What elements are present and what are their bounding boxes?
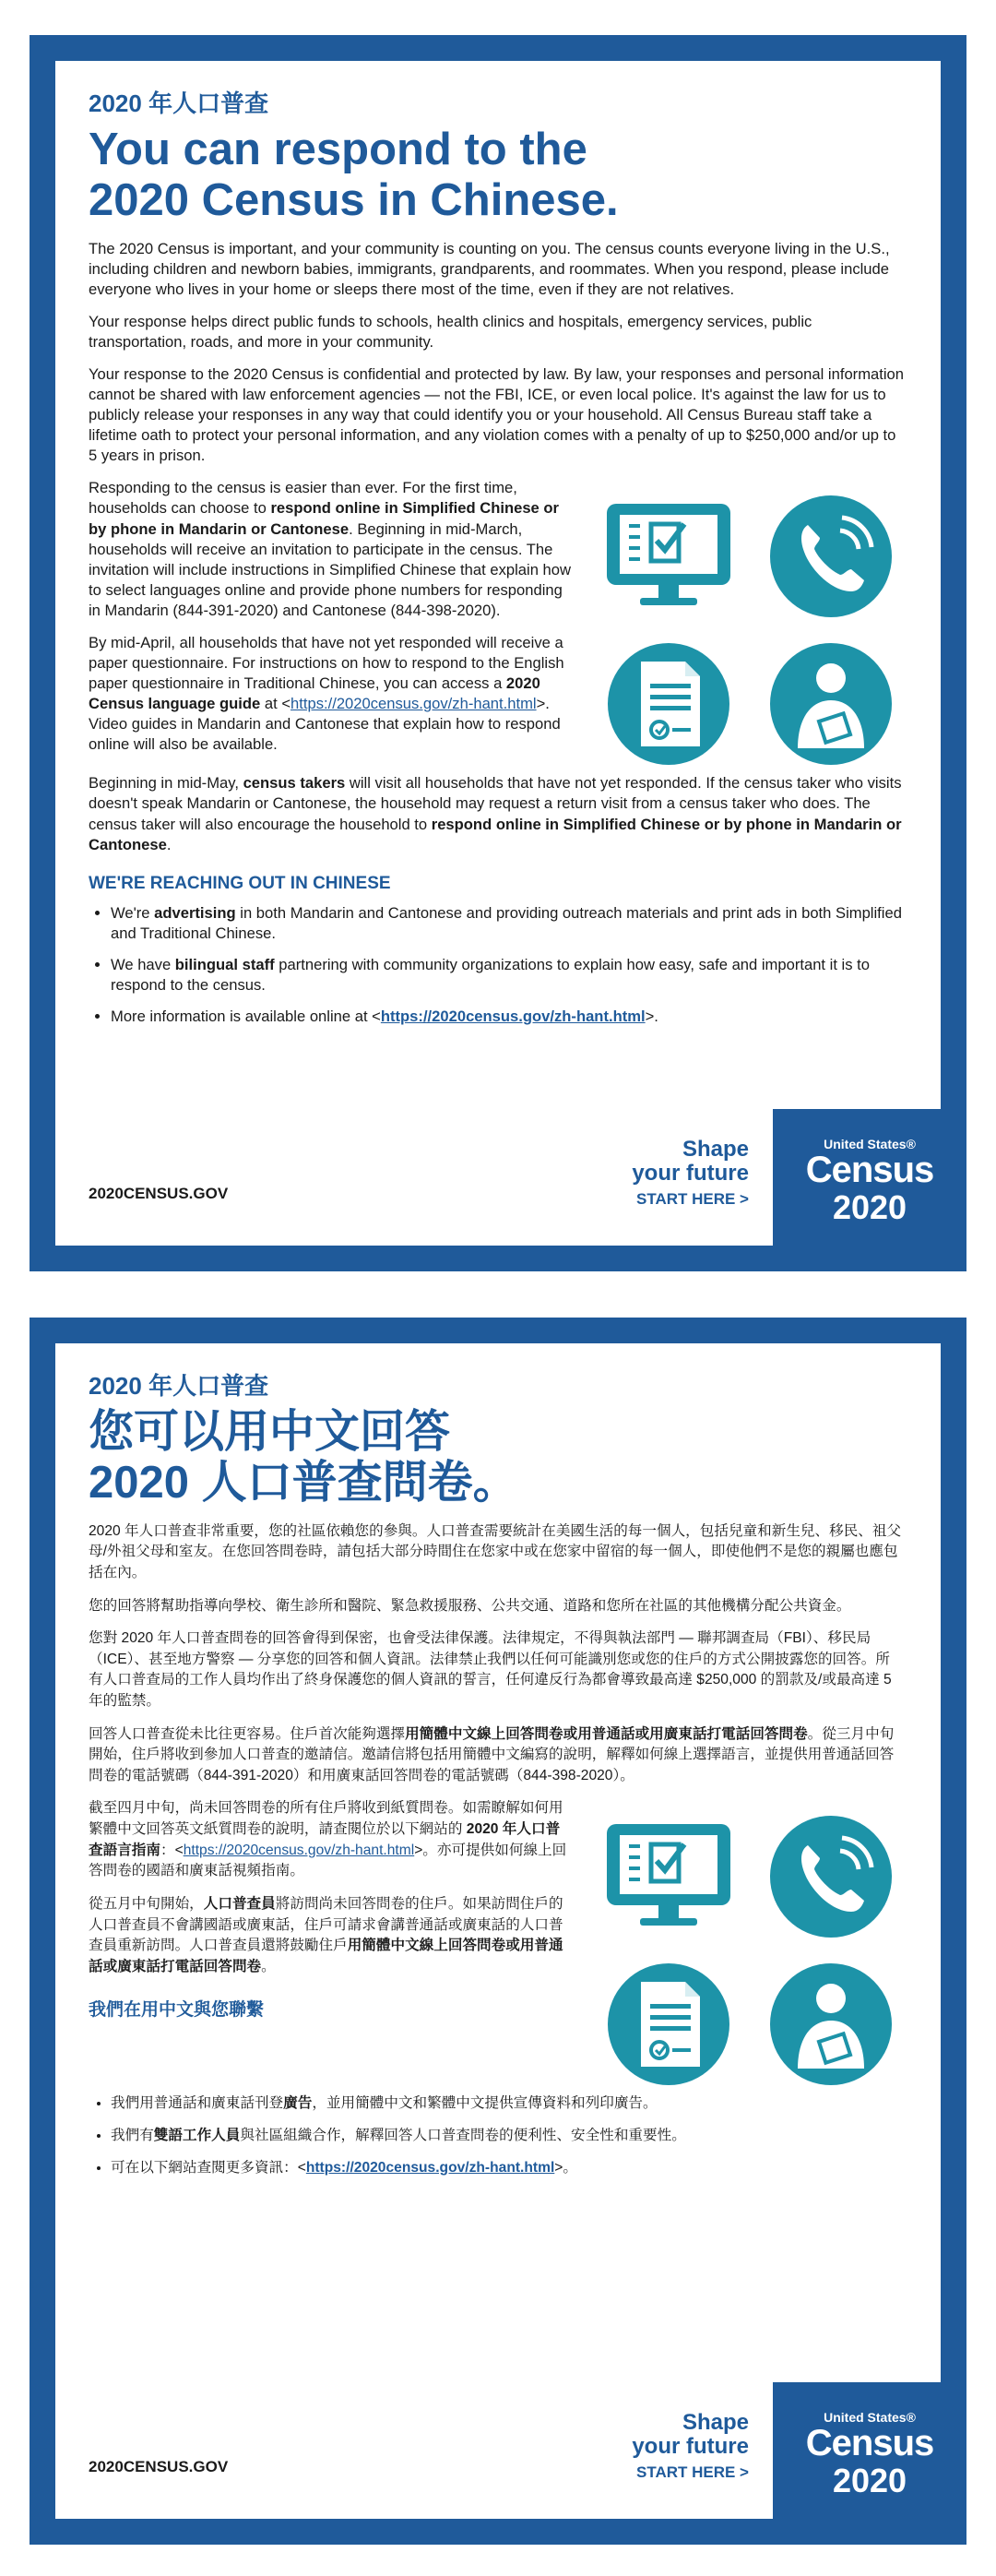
person-with-clipboard-icon <box>753 635 909 773</box>
text-column <box>89 1798 590 2030</box>
document-checklist-icon <box>590 635 747 773</box>
icon-grid <box>590 1807 904 2093</box>
logo-year: 2020 <box>832 1188 907 1226</box>
list-item: • We're advertising in both Mandarin and Cantonese and providing outreach materials and print ads in both Simplified and Traditional Chinese. <box>111 903 904 944</box>
paragraph-6: 從五月中旬開始，人口普查員將訪問尚未回答問卷的住戶。如果訪問住戶的人口普查員不會講國語或廣東話，住戶可請求會講普通話或廣東話的人口普查員重新訪問。人口普查員還將鼓勵住戶用簡體中文線上回答問卷或用普通話或廣東話打電話回答問卷。 <box>89 1895 563 1974</box>
logo-year: 2020 <box>832 2462 907 2499</box>
paragraph-5: 截至四月中旬，尚未回答問卷的所有住戶將收到紙質問卷。如需瞭解如何用繁體中文回答英文紙質問卷的說明，請查閱位於以下網站的 2020 年人口普查語言指南：<https://2020census.gov/zh-hant.html>。亦可提供如何線上回答問卷的國語和廣東話視頻指南。 <box>89 1800 567 1879</box>
computer-checklist-icon <box>590 487 747 626</box>
eyebrow: 2020 年人口普查 <box>89 89 269 117</box>
logo-census: Census <box>805 2423 934 2463</box>
more-info-link[interactable]: https://2020census.gov/zh-hant.html <box>380 1007 646 1025</box>
paragraph-2: 您的回答將幫助指導向學校、衛生診所和醫院、緊急救援服務、公共交通、道路和您所在社區的其他機構分配公共資金。 <box>89 1597 851 1614</box>
paragraph-6: Beginning in mid-May, census takers will visit all households that have not yet responded. If the census taker who visits doesn't speak Mandarin or Cantonese, the household may request a return visit from a census taker who does. The census taker will also encourage the household to respond online in Simplified Chinese or by phone in Mandarin or Cantonese. <box>89 774 902 853</box>
logo-census: Census <box>805 1150 934 1190</box>
language-guide-link[interactable]: https://2020census.gov/zh-hant.html <box>183 1842 415 1858</box>
eyebrow: 2020 年人口普查 <box>89 1372 269 1400</box>
paragraph-1: The 2020 Census is important, and your community is counting on you. The census counts everyone living in the U.S., including children and newborn babies, immigrants, grandparents, and roommates. When you respond, please include everyone who lives in your home or sleeps there most of the time, even if they are not relatives. <box>89 239 890 298</box>
headline-line-1: You can respond to the <box>89 125 587 174</box>
computer-checklist-icon <box>590 1807 747 1946</box>
more-info-link[interactable]: https://2020census.gov/zh-hant.html <box>305 2159 555 2176</box>
footer-url[interactable]: 2020CENSUS.GOV <box>89 1185 229 1202</box>
logo-us: United States® <box>824 1137 916 1151</box>
shape-line-1: Shape <box>682 1137 749 1163</box>
paragraph-3: 您對 2020 年人口普查問卷的回答會得到保密，也會受法律保護。法律規定，不得與執法部門 — 聯邦調查局（FBI）、移民局（ICE）、甚至地方警察 — 分享您的回答和個人資訊。法律禁止我們以任何可能識別您或您的住戶的方式公開披露您的回答。所有人口普查局的工作人員均作出了終身保護您的個人資訊的誓言，任何違反行為都會導致最高達 $250,000 的罰款及/或最高達 5 年的監禁。 <box>89 1630 892 1710</box>
icon-grid <box>590 487 904 773</box>
telephone-icon <box>753 1807 909 1946</box>
start-here-link[interactable]: START HERE > <box>635 1190 749 1208</box>
language-guide-link[interactable]: https://2020census.gov/zh-hant.html <box>290 695 537 712</box>
page-inner <box>55 1343 941 2519</box>
census-logo <box>773 2382 966 2545</box>
section-title: WE'RE REACHING OUT IN CHINESE <box>89 873 391 893</box>
text-with-icons <box>89 478 904 773</box>
document-checklist-icon <box>590 1955 747 2093</box>
list-item: • 我們用普通話和廣東話刊登廣告，並用簡體中文和繁體中文提供宣傳資料和列印廣告。 <box>111 2093 904 2115</box>
paragraph-4: 回答人口普查從未比往更容易。住戶首次能夠選擇用簡體中文線上回答問卷或用普通話或用廣東話打電話回答問卷。從三月中旬開始，住戶將收到參加人口普查的邀請信。邀請信將包括用簡體中文編寫的說明，解釋如何線上選擇語言，並提供用普通話回答問卷的電話號碼（844-391-2020）和用廣東話回答問卷的電話號碼（844-398-2020）。 <box>89 1725 895 1783</box>
start-here-link[interactable]: START HERE > <box>635 2463 749 2481</box>
paragraph-2: Your response helps direct public funds to schools, health clinics and hospitals, emergency services, public transportation, roads, and more in your community. <box>89 312 812 351</box>
shape-line-2: your future <box>632 1161 749 1187</box>
content <box>89 1367 904 2189</box>
text-column <box>89 478 590 767</box>
person-with-clipboard-icon <box>753 1955 909 2093</box>
list-item: • We have bilingual staff partnering with community organizations to explain how easy, safe and important it is to respond to the census. <box>111 955 904 996</box>
paragraph-5: By mid-April, all households that have not yet responded will receive a paper questionnaire. For instructions on how to respond to the English paper questionnaire in Traditional Chinese, you can access a 2020 Census language guide at <https://2020census.gov/zh-hant.html>. Video guides in Mandarin and Cantonese that explain how to respond online will also be available. <box>89 633 564 754</box>
outreach-list <box>89 2093 904 2178</box>
headline-line-1: 您可以用中文回答 <box>89 1407 451 1457</box>
telephone-icon <box>753 487 909 626</box>
paragraph-4: Responding to the census is easier than ever. For the first time, households can choose to respond online in Simplified Chinese or by phone in Mandarin or Cantonese. Beginning in mid-March, households will receive an invitation to participate in the census. The invitation will include instructions in Simplified Chinese that explain how to select languages online and provide phone numbers for responding in Mandarin (844-391-2020) and Cantonese (844-398-2020). <box>89 479 571 619</box>
list-item: • 可在以下網站查閱更多資訊：<https://2020census.gov/zh-hant.html>。 <box>111 2158 904 2179</box>
page-chinese <box>30 1318 966 2545</box>
page-inner <box>55 61 941 1246</box>
section-title: 我們在用中文與您聯繫 <box>89 2000 265 2021</box>
content <box>89 85 904 1038</box>
outreach-list <box>89 903 904 1027</box>
census-logo <box>773 1109 966 1271</box>
headline <box>89 1407 904 1509</box>
headline <box>89 125 904 226</box>
headline-line-2: 2020 Census in Chinese. <box>89 174 619 225</box>
shape-your-future[interactable] <box>632 1139 749 1209</box>
page-english <box>30 35 966 1271</box>
shape-line-2: your future <box>632 2434 749 2460</box>
list-item: • 我們有雙語工作人員與社區組織合作，解釋回答人口普查問卷的便利性、安全性和重要性。 <box>111 2126 904 2147</box>
shape-line-1: Shape <box>682 2410 749 2436</box>
paragraph-1: 2020 年人口普查非常重要，您的社區依賴您的參與。人口普查需要統計在美國生活的每一個人，包括兒童和新生兒、移民、祖父母/外祖父母和室友。在您回答問卷時，請包括大部分時間住在您家中或在您家中留宿的每一個人，即使他們不是您的親屬也應包括在內。 <box>89 1522 902 1580</box>
text-with-icons <box>89 1798 904 2093</box>
logo-us: United States® <box>824 2410 916 2425</box>
list-item: • More information is available online at <https://2020census.gov/zh-hant.html>. <box>111 1007 904 1027</box>
headline-line-2: 2020 人口普查問卷。 <box>89 1457 518 1508</box>
shape-your-future[interactable] <box>632 2412 749 2482</box>
footer-url[interactable]: 2020CENSUS.GOV <box>89 2458 229 2475</box>
paragraph-3: Your response to the 2020 Census is confidential and protected by law. By law, your responses and personal information cannot be shared with law enforcement agencies — not the FBI, ICE, or even local police. It's against the law for us to publicly release your responses in any way that could identify you or your household. All Census Bureau staff take a lifetime oath to protect your personal information, and any violation comes with a penalty of up to $250,000 and/or up to 5 years in prison. <box>89 365 905 465</box>
